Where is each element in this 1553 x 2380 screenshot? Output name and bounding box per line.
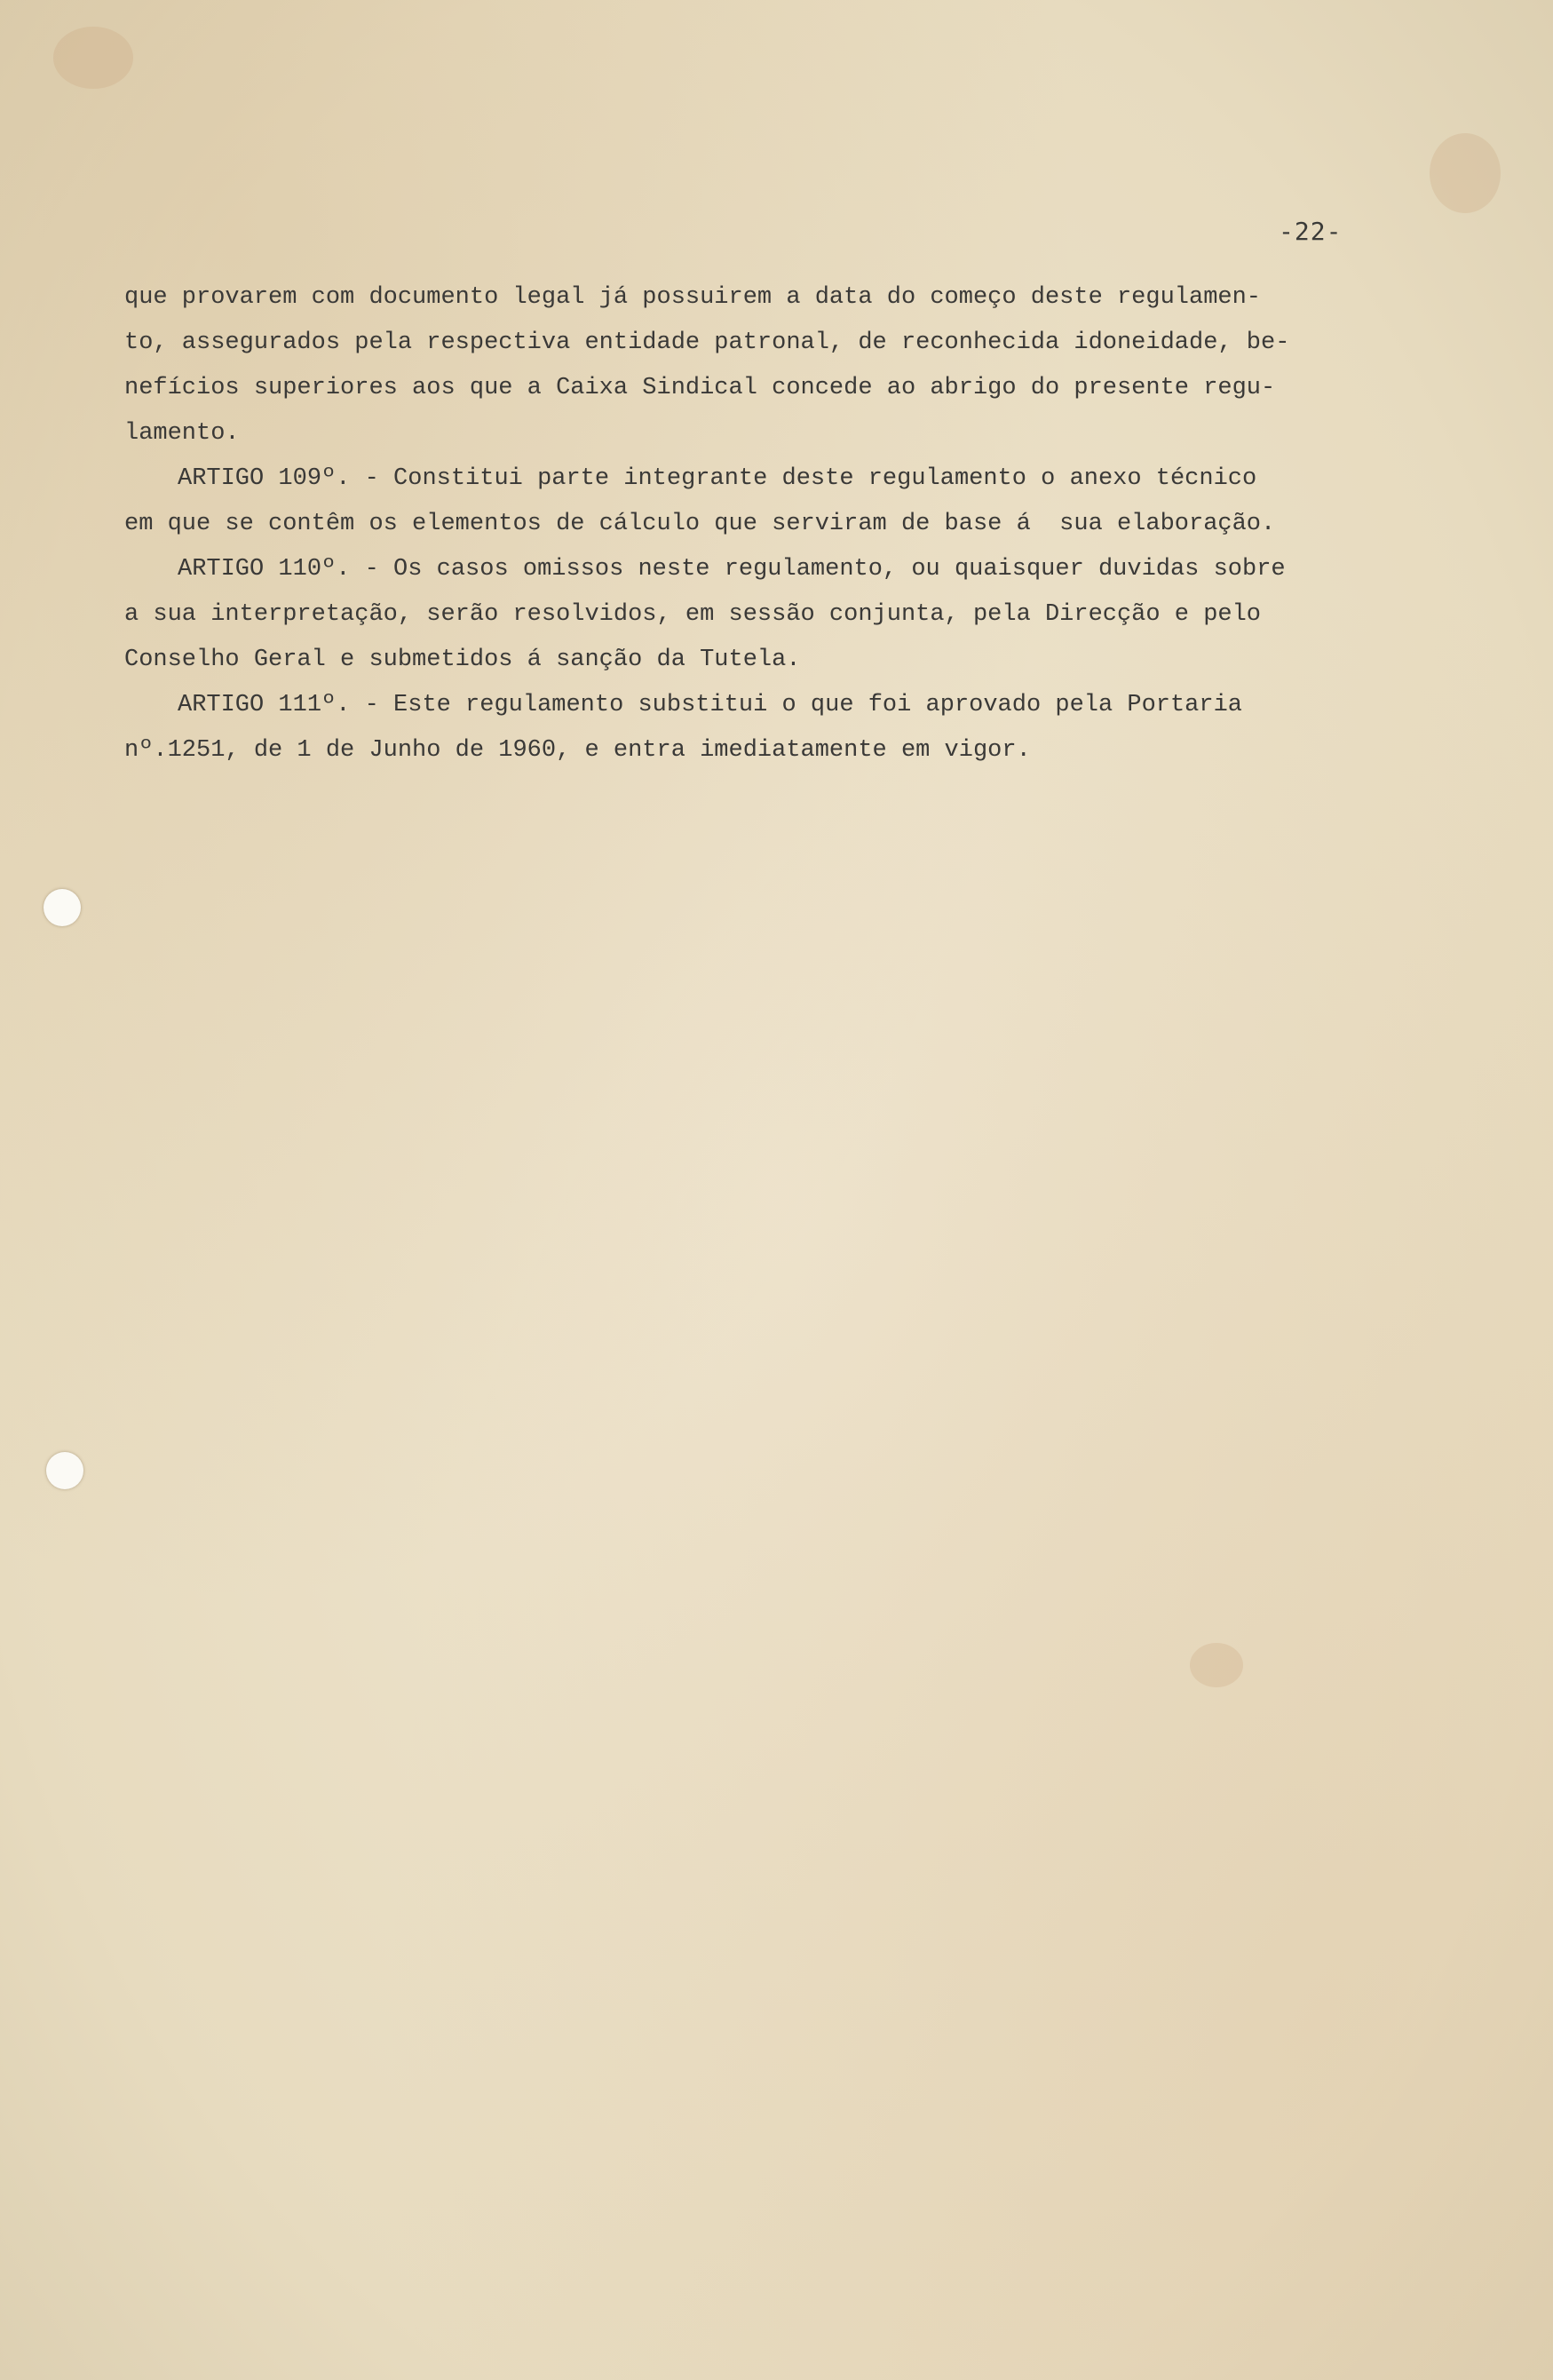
typed-text-body bbox=[124, 275, 1403, 774]
text-line: em que se contêm os elementos de cálculo que serviram de base á sua elaboração. bbox=[124, 511, 1276, 537]
paper-stain bbox=[1430, 133, 1501, 213]
text-line: nº.1251, de 1 de Junho de 1960, e entra imediatamente em vigor. bbox=[124, 737, 1031, 764]
page-number: -22- bbox=[1279, 217, 1343, 246]
punch-hole bbox=[46, 1452, 83, 1489]
text-line: a sua interpretação, serão resolvidos, em sessão conjunta, pela Direcção e pelo bbox=[124, 601, 1262, 628]
paper-stain bbox=[53, 27, 133, 89]
article-111-line: ARTIGO 111º. - Este regulamento substitui o que foi aprovado pela Portaria bbox=[178, 692, 1242, 718]
article-110-line: ARTIGO 110º. - Os casos omissos neste regulamento, ou quaisquer duvidas sobre bbox=[178, 556, 1286, 583]
punch-hole bbox=[44, 889, 81, 926]
text-line: to, assegurados pela respectiva entidade patronal, de reconhecida idoneidade, be- bbox=[124, 329, 1290, 356]
text-line: que provarem com documento legal já possuirem a data do começo deste regulamen- bbox=[124, 284, 1262, 311]
text-line: lamento. bbox=[124, 420, 240, 447]
paper-stain bbox=[1190, 1643, 1243, 1687]
text-line: Conselho Geral e submetidos á sanção da Tutela. bbox=[124, 647, 801, 673]
article-109-line: ARTIGO 109º. - Constitui parte integrante deste regulamento o anexo técnico bbox=[178, 465, 1257, 492]
text-line: nefícios superiores aos que a Caixa Sindical concede ao abrigo do presente regu- bbox=[124, 375, 1276, 401]
